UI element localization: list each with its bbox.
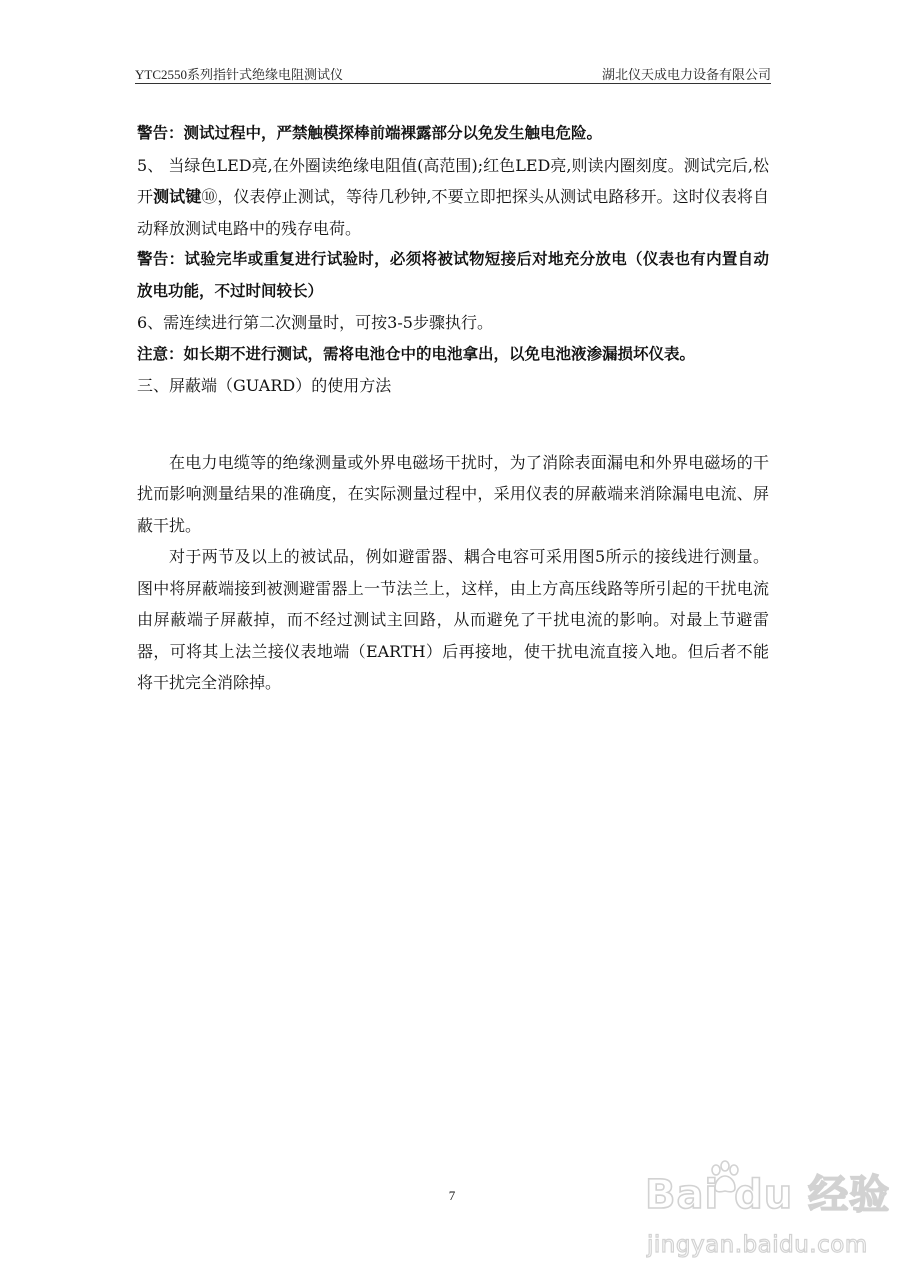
step-5-text-b: ⑩，仪表停止测试，等待几秒钟,不要立即把探头从测试电路移开。这时仪表将自动释放测试电路中的残存电荷。 (137, 187, 769, 238)
page-header (135, 64, 771, 82)
header-title: YTC2550系列指针式绝缘电阻测试仪 (135, 67, 344, 82)
header-rule (135, 83, 771, 84)
watermark-brand: Bai du 经验 (645, 1172, 891, 1218)
watermark-site: jingyan.baidu.com (647, 1232, 868, 1258)
warning-discharge: 警告：试验完毕或重复进行试验时，必须将被试物短接后对地充分放电（仪表也有内置自动放电功能，不过时间较长） (137, 250, 769, 300)
section-title: 三、屏蔽端（GUARD）的使用方法 (137, 376, 392, 395)
paragraph-guard-intro: 在电力电缆等的绝缘测量或外界电磁场干扰时，为了消除表面漏电和外界电磁场的干扰而影响测量结果的准确度，在实际测量过程中，采用仪表的屏蔽端来消除漏电电流、屏蔽干扰。 (137, 452, 769, 535)
page-content (137, 118, 769, 699)
page-number: 7 (448, 1188, 456, 1203)
warning-touch: 警告：测试过程中，严禁触模探棒前端裸露部分以免发生触电危险。 (137, 124, 603, 142)
note-battery: 注意：如长期不进行测试，需将电池仓中的电池拿出，以免电池液渗漏损坏仪表。 (137, 344, 696, 363)
test-key-label: 测试键 (153, 187, 202, 206)
spacer (137, 402, 769, 447)
baidu-watermark (645, 1160, 895, 1270)
header-company: 湖北仪天成电力设备有限公司 (601, 67, 771, 82)
step-5 (137, 150, 769, 245)
step-5-text-a: 5、 当绿色LED亮,在外圈读绝缘电阻值(高范围);红色LED亮,则读内圈刻度。测试完后,松开 (137, 155, 769, 206)
step-6: 6、需连续进行第二次测量时，可按3-5步骤执行。 (137, 313, 493, 332)
paragraph-guard-wiring: 对于两节及以上的被试品，例如避雷器、耦合电容可采用图5所示的接线进行测量。图中将屏蔽端接到被测避雷器上一节法兰上，这样，由上方高压线路等所引起的干扰电流由屏蔽端子屏蔽掉，而不经过测试主回路，从而避免了干扰电流的影响。对最上节避雷器，可将其上法兰接仪表地端（EARTH）后再接地，使干扰电流直接入地。但后者不能将干扰完全消除掉。 (137, 547, 769, 692)
